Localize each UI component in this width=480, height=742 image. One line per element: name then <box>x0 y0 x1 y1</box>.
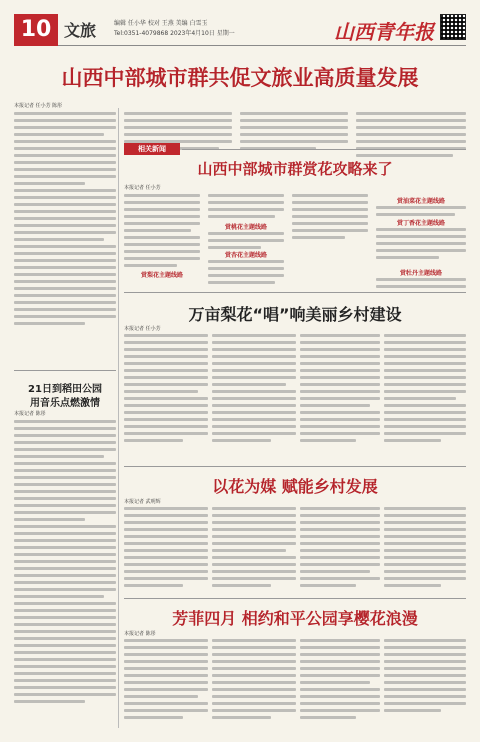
story-c-col-1 <box>124 635 208 723</box>
box-col-3 <box>292 190 368 243</box>
story-a-byline: 本报记者 任小芳 <box>124 326 161 332</box>
left-story-rule <box>14 370 116 371</box>
left-story-headline-1: 21日到稻田公园 <box>28 384 102 395</box>
story-b-headline: 以花为媒 赋能乡村发展 <box>212 477 378 496</box>
story-b-col-4 <box>384 503 466 591</box>
box-top-rule <box>182 149 466 150</box>
left-story-byline: 本报记者 陈彤 <box>14 411 46 417</box>
box-headline: 山西中部城市群赏花攻略来了 <box>197 160 393 178</box>
lead-body-col-4 <box>356 108 466 161</box>
story-b-rule <box>124 598 466 599</box>
lead-body-col-3 <box>240 108 348 154</box>
story-b-col-2 <box>212 503 296 591</box>
story-b-byline: 本报记者 武明辉 <box>124 499 161 505</box>
story-c-byline: 本报记者 陈彤 <box>124 631 156 637</box>
newspaper-logo: 山西青年报 <box>334 20 434 44</box>
related-news-tag: 相关新闻 <box>124 143 180 155</box>
page-number: 10 <box>14 14 58 46</box>
left-story-headline-2: 用音乐点燃激情 <box>30 398 100 409</box>
story-a-col-3 <box>300 330 380 446</box>
story-c-col-2 <box>212 635 296 723</box>
lead-headline: 山西中部城市群共促文旅业高质量发展 <box>61 66 419 90</box>
story-c-col-3 <box>300 635 380 723</box>
route-lilac: 赏丁香花主题线路 <box>396 220 445 227</box>
story-a-headline: 万亩梨花“唱”响美丽乡村建设 <box>188 305 402 324</box>
qr-code-icon <box>440 14 466 40</box>
section-name: 文旅 <box>64 21 97 40</box>
editor-credits: 编辑 任小华 校对 王燕 美编 白雪玉 <box>114 20 208 27</box>
route-peony: 赏牡丹主题线路 <box>399 270 442 277</box>
box-byline: 本报记者 任小芳 <box>124 185 161 191</box>
lead-body-col-1 <box>14 108 116 329</box>
route-rapeseed: 赏油菜花主题线路 <box>396 198 445 205</box>
lead-byline: 本报记者 任小芳 陈彤 <box>14 103 63 109</box>
box-col-2c <box>208 256 284 288</box>
masthead <box>14 14 466 46</box>
story-a-col-2 <box>212 330 296 446</box>
story-c-headline: 芳菲四月 相约和平公园享樱花浪漫 <box>172 609 418 628</box>
box-col-1 <box>124 190 200 271</box>
story-a-rule <box>124 466 466 467</box>
box-col-2 <box>208 190 284 222</box>
story-b-col-1 <box>124 503 208 591</box>
left-story-body <box>14 416 116 707</box>
box-col-4c <box>376 274 466 292</box>
story-c-col-4 <box>384 635 466 716</box>
box-col-4b <box>376 224 466 263</box>
box-bottom-rule <box>124 292 466 293</box>
route-apricot: 赏杏花主题线路 <box>224 252 267 259</box>
story-a-col-4 <box>384 330 466 446</box>
route-pear: 赏梨花主题线路 <box>140 272 183 279</box>
contact-date: Tel:0351-4079868 2023年4月10日 星期一 <box>114 30 235 37</box>
story-b-col-3 <box>300 503 380 591</box>
column-divider <box>118 108 119 728</box>
route-peach: 赏桃花主题线路 <box>224 224 267 231</box>
story-a-col-1 <box>124 330 208 446</box>
